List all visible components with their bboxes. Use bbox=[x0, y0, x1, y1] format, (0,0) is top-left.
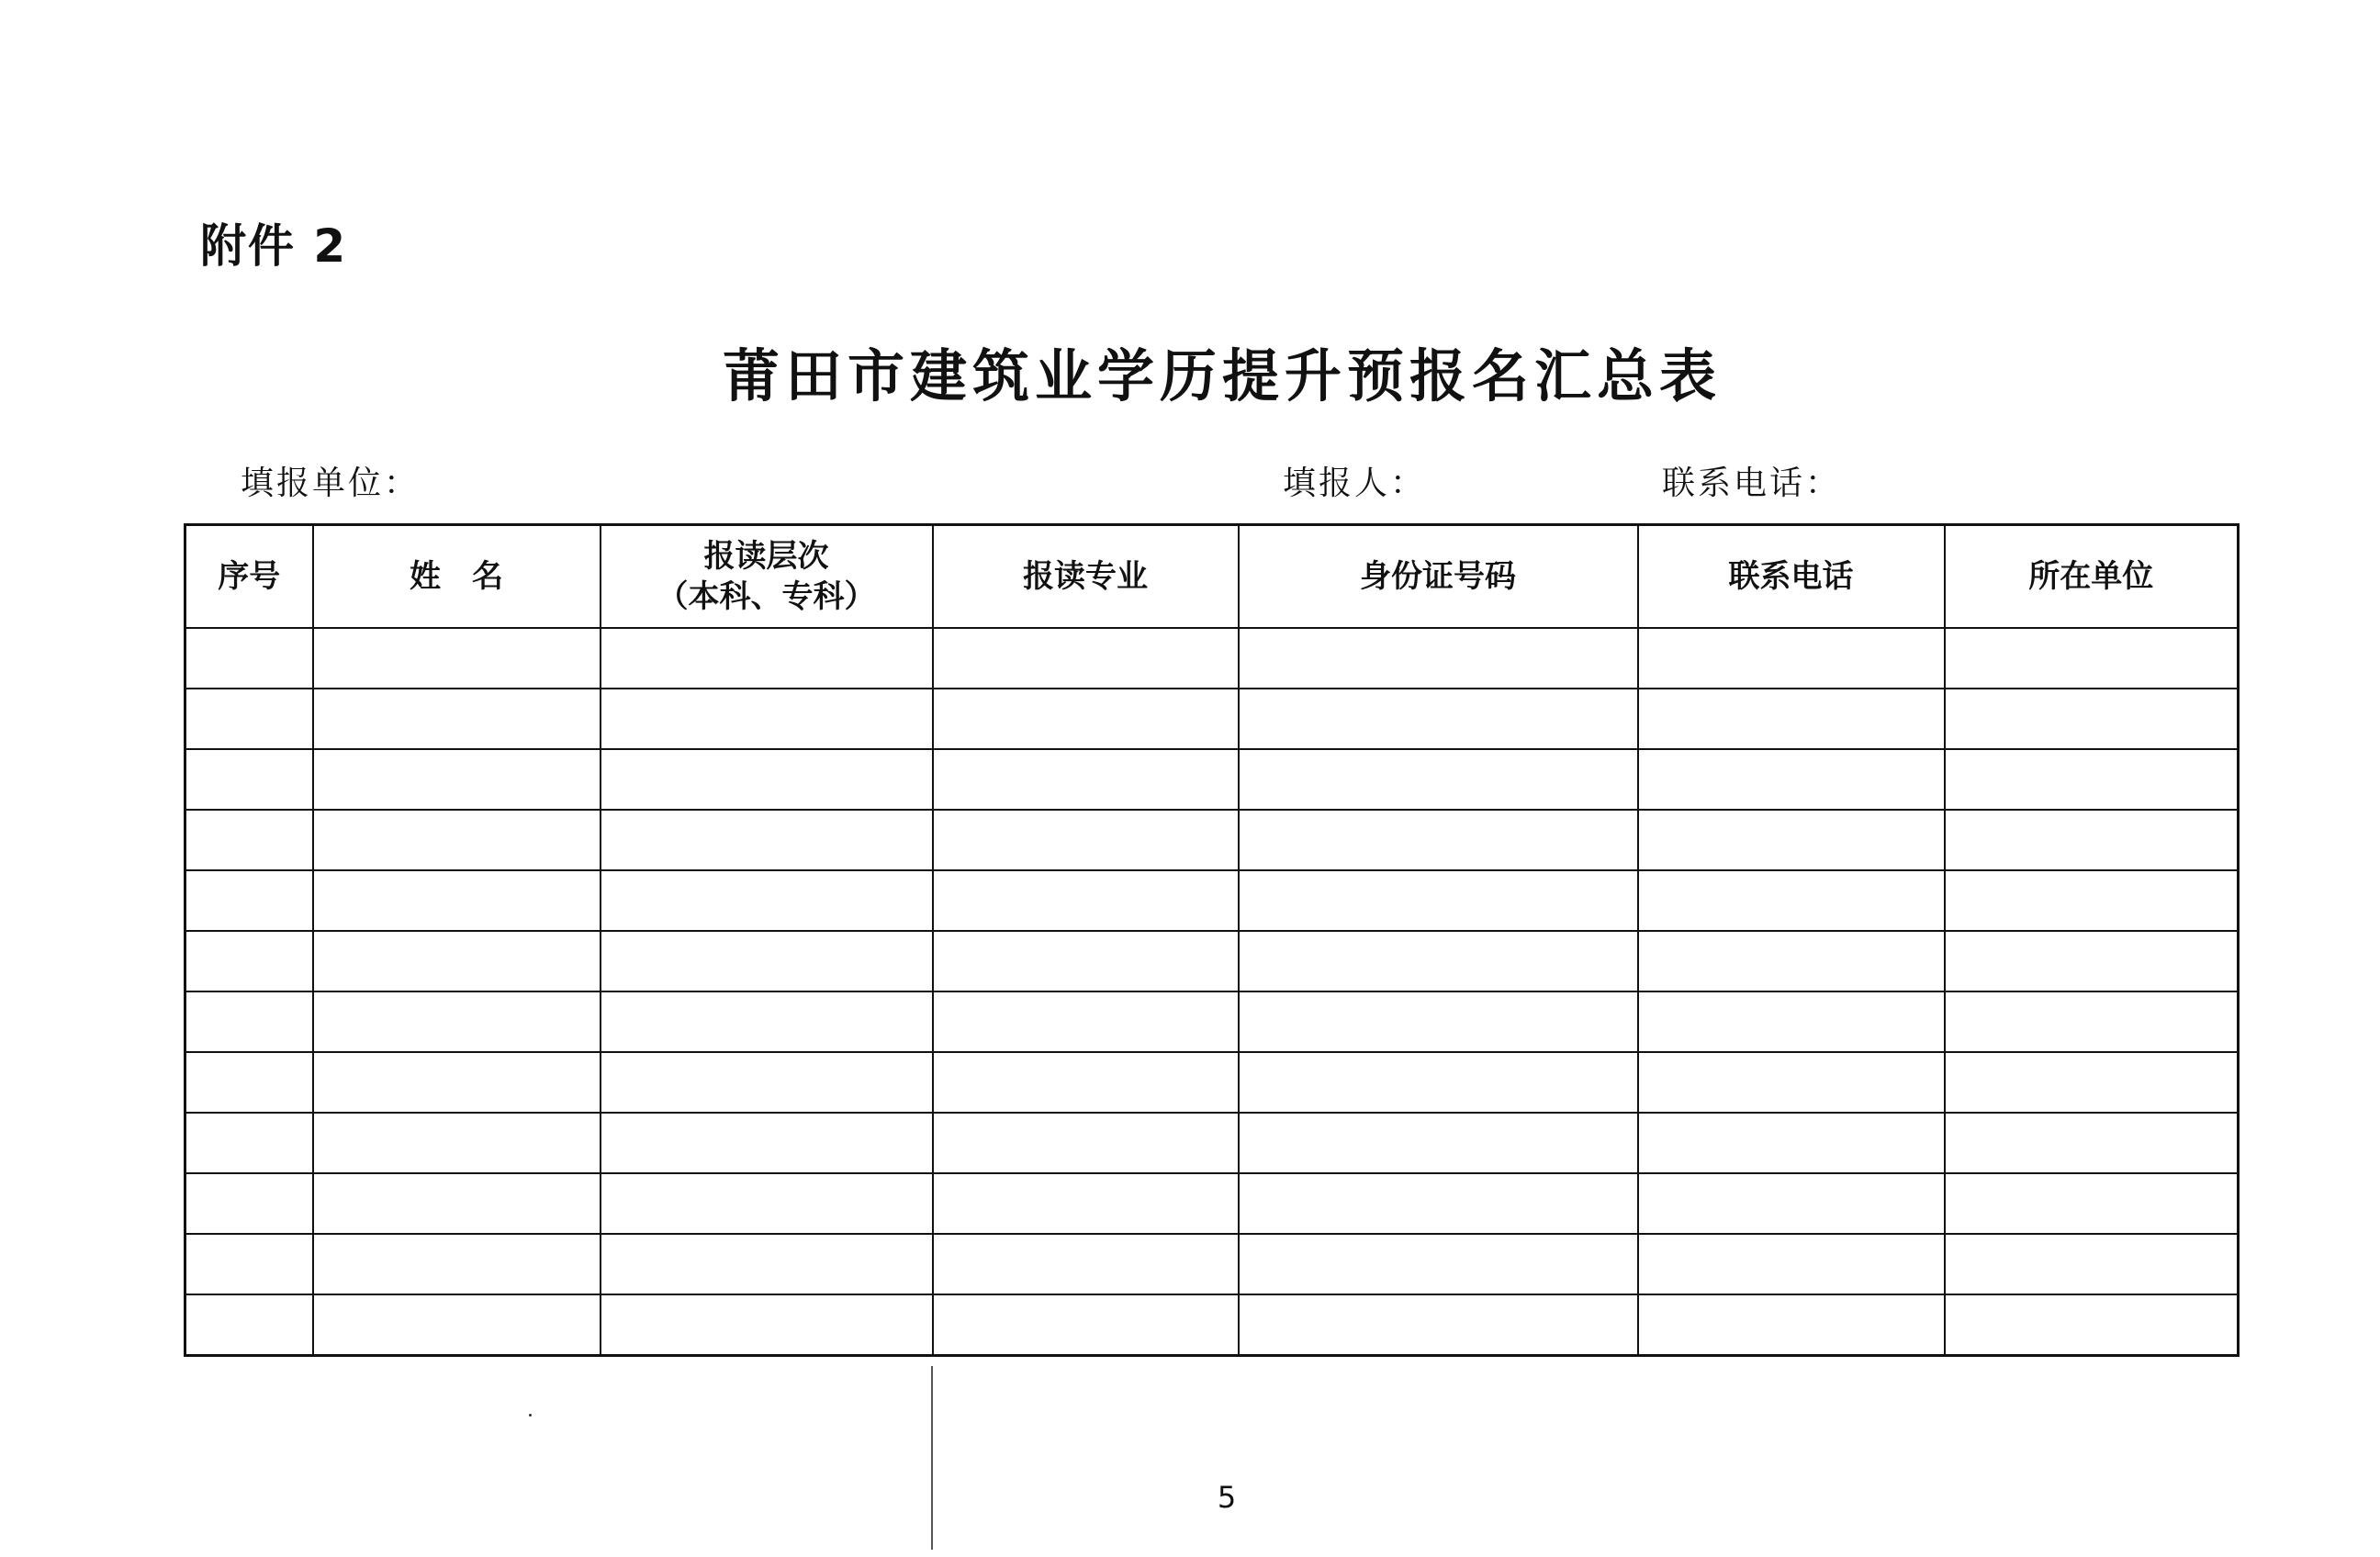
meta-phone-label: 联系电话： bbox=[1662, 465, 1842, 502]
cell-major[interactable] bbox=[933, 991, 1239, 1052]
table-row bbox=[185, 810, 2239, 870]
header-major: 报读专业 bbox=[933, 525, 1239, 629]
table-row bbox=[185, 1294, 2239, 1356]
cell-unit[interactable] bbox=[1945, 749, 2239, 810]
cell-name[interactable] bbox=[313, 1173, 601, 1234]
cell-name[interactable] bbox=[313, 1234, 601, 1294]
header-phone: 联系电话 bbox=[1638, 525, 1945, 629]
cell-unit[interactable] bbox=[1945, 991, 2239, 1052]
cell-id-number[interactable] bbox=[1239, 1052, 1638, 1113]
cell-unit[interactable] bbox=[1945, 1294, 2239, 1356]
cell-unit[interactable] bbox=[1945, 1234, 2239, 1294]
cell-name[interactable] bbox=[313, 1294, 601, 1356]
header-id-number: 身份证号码 bbox=[1239, 525, 1638, 629]
registration-table-wrapper bbox=[184, 523, 2237, 1357]
cell-phone[interactable] bbox=[1638, 628, 1945, 689]
header-level-sub: （本科、专科） bbox=[657, 578, 876, 615]
cell-major[interactable] bbox=[933, 1294, 1239, 1356]
cell-level[interactable] bbox=[601, 1113, 933, 1173]
cell-phone[interactable] bbox=[1638, 1052, 1945, 1113]
cell-phone[interactable] bbox=[1638, 991, 1945, 1052]
cell-unit[interactable] bbox=[1945, 870, 2239, 931]
cell-seq[interactable] bbox=[185, 1294, 313, 1356]
cell-seq[interactable] bbox=[185, 870, 313, 931]
cell-major[interactable] bbox=[933, 628, 1239, 689]
cell-id-number[interactable] bbox=[1239, 870, 1638, 931]
table-row bbox=[185, 628, 2239, 689]
cell-id-number[interactable] bbox=[1239, 1173, 1638, 1234]
cell-name[interactable] bbox=[313, 1052, 601, 1113]
attachment-label: 附件 2 bbox=[200, 219, 348, 273]
cell-id-number[interactable] bbox=[1239, 628, 1638, 689]
meta-person-label: 填报人： bbox=[1283, 465, 1427, 502]
cell-seq[interactable] bbox=[185, 1234, 313, 1294]
cell-level[interactable] bbox=[601, 1052, 933, 1113]
cell-level[interactable] bbox=[601, 749, 933, 810]
meta-unit-label: 填报单位： bbox=[241, 465, 421, 502]
cell-id-number[interactable] bbox=[1239, 810, 1638, 870]
cell-name[interactable] bbox=[313, 689, 601, 749]
cell-unit[interactable] bbox=[1945, 1113, 2239, 1173]
cell-phone[interactable] bbox=[1638, 749, 1945, 810]
cell-name[interactable] bbox=[313, 1113, 601, 1173]
cell-name[interactable] bbox=[313, 810, 601, 870]
cell-seq[interactable] bbox=[185, 1173, 313, 1234]
table-row bbox=[185, 689, 2239, 749]
cell-name[interactable] bbox=[313, 628, 601, 689]
cell-phone[interactable] bbox=[1638, 870, 1945, 931]
cell-major[interactable] bbox=[933, 810, 1239, 870]
cell-name[interactable] bbox=[313, 991, 601, 1052]
table-row bbox=[185, 749, 2239, 810]
cell-phone[interactable] bbox=[1638, 810, 1945, 870]
cell-major[interactable] bbox=[933, 1052, 1239, 1113]
cell-major[interactable] bbox=[933, 870, 1239, 931]
cell-major[interactable] bbox=[933, 689, 1239, 749]
cell-id-number[interactable] bbox=[1239, 1294, 1638, 1356]
form-title: 莆田市建筑业学历提升预报名汇总表 bbox=[722, 342, 1722, 409]
cell-level[interactable] bbox=[601, 1234, 933, 1294]
cell-phone[interactable] bbox=[1638, 1234, 1945, 1294]
cell-level[interactable] bbox=[601, 810, 933, 870]
cell-phone[interactable] bbox=[1638, 931, 1945, 991]
header-unit: 所在单位 bbox=[1945, 525, 2239, 629]
table-row bbox=[185, 1173, 2239, 1234]
cell-phone[interactable] bbox=[1638, 1294, 1945, 1356]
table-row bbox=[185, 1234, 2239, 1294]
header-seq: 序号 bbox=[185, 525, 313, 629]
page-number: 5 bbox=[1217, 1480, 1237, 1515]
header-name: 姓 名 bbox=[313, 525, 601, 629]
cell-seq[interactable] bbox=[185, 628, 313, 689]
cell-level[interactable] bbox=[601, 991, 933, 1052]
cell-seq[interactable] bbox=[185, 689, 313, 749]
cell-level[interactable] bbox=[601, 689, 933, 749]
table-row bbox=[185, 870, 2239, 931]
cell-unit[interactable] bbox=[1945, 1052, 2239, 1113]
cell-major[interactable] bbox=[933, 1113, 1239, 1173]
table-row bbox=[185, 1052, 2239, 1113]
cell-seq[interactable] bbox=[185, 749, 313, 810]
cell-name[interactable] bbox=[313, 749, 601, 810]
cell-level[interactable] bbox=[601, 1173, 933, 1234]
scan-speck bbox=[529, 1414, 532, 1417]
cell-unit[interactable] bbox=[1945, 810, 2239, 870]
table-body bbox=[185, 628, 2239, 1356]
cell-seq[interactable] bbox=[185, 810, 313, 870]
cell-level[interactable] bbox=[601, 870, 933, 931]
table-row bbox=[185, 931, 2239, 991]
cell-id-number[interactable] bbox=[1239, 1113, 1638, 1173]
cell-unit[interactable] bbox=[1945, 628, 2239, 689]
cell-level[interactable] bbox=[601, 628, 933, 689]
cell-major[interactable] bbox=[933, 749, 1239, 810]
cell-seq[interactable] bbox=[185, 991, 313, 1052]
table-row bbox=[185, 1113, 2239, 1173]
cell-level[interactable] bbox=[601, 1294, 933, 1356]
cell-unit[interactable] bbox=[1945, 1173, 2239, 1234]
table-header-row bbox=[185, 525, 2239, 629]
cell-seq[interactable] bbox=[185, 1052, 313, 1113]
cell-id-number[interactable] bbox=[1239, 749, 1638, 810]
cell-unit[interactable] bbox=[1945, 689, 2239, 749]
cell-seq[interactable] bbox=[185, 931, 313, 991]
cell-major[interactable] bbox=[933, 1234, 1239, 1294]
cell-major[interactable] bbox=[933, 931, 1239, 991]
cell-id-number[interactable] bbox=[1239, 1234, 1638, 1294]
cell-phone[interactable] bbox=[1638, 1113, 1945, 1173]
cell-id-number[interactable] bbox=[1239, 689, 1638, 749]
table-row bbox=[185, 991, 2239, 1052]
header-level bbox=[601, 525, 933, 629]
cell-major[interactable] bbox=[933, 1173, 1239, 1234]
cell-name[interactable] bbox=[313, 870, 601, 931]
cell-phone[interactable] bbox=[1638, 689, 1945, 749]
cell-level[interactable] bbox=[601, 931, 933, 991]
cell-unit[interactable] bbox=[1945, 931, 2239, 991]
cell-name[interactable] bbox=[313, 931, 601, 991]
header-level-main: 报读层次 bbox=[703, 537, 829, 575]
cell-id-number[interactable] bbox=[1239, 931, 1638, 991]
registration-table bbox=[184, 523, 2240, 1357]
fold-line bbox=[931, 1366, 933, 1550]
cell-phone[interactable] bbox=[1638, 1173, 1945, 1234]
cell-id-number[interactable] bbox=[1239, 991, 1638, 1052]
cell-seq[interactable] bbox=[185, 1113, 313, 1173]
